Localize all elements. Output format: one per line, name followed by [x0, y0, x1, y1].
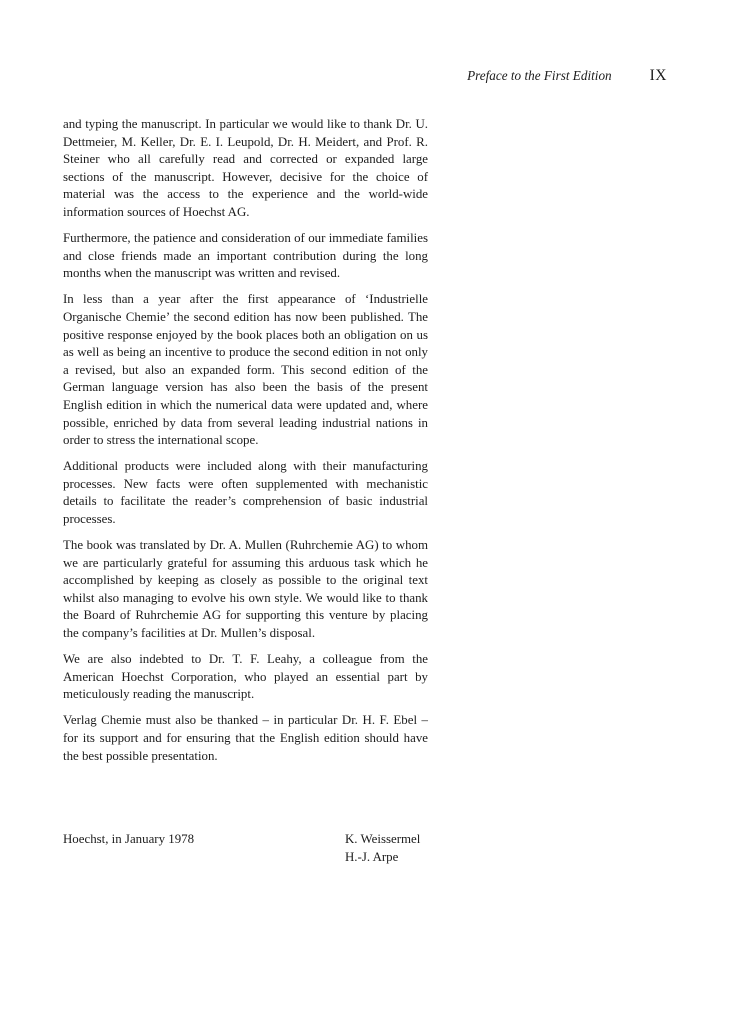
- running-head: [467, 67, 667, 85]
- paragraph: and typing the manuscript. In particular we would like to thank Dr. U. Dettmeier, M. Keller, Dr. E. I. Leupold, Dr. H. Meidert, and Prof. R. Steiner who all carefully read and corrected or expanded large sections of the manuscript. However, decisive for the choice of material was the access to the experience and the world-wide information sources of Hoechst AG.: [63, 117, 428, 219]
- authors: [345, 831, 420, 866]
- body-text: [63, 116, 428, 774]
- author-name: H.-J. Arpe: [345, 849, 399, 864]
- paragraph: Verlag Chemie must also be thanked – in particular Dr. H. F. Ebel – for its support and for ensuring that the English edition should have the best possible presentation.: [63, 713, 428, 763]
- paragraph: Additional products were included along with their manufacturing processes. New facts were often supplemented with mechanistic details to facilitate the reader’s comprehension of basic industrial processes.: [63, 459, 428, 526]
- running-title: Preface to the First Edition: [467, 68, 612, 83]
- paragraph: Furthermore, the patience and consideration of our immediate families and close friends made an important contribution during the long months when the manuscript was written and revised.: [63, 231, 428, 281]
- place-date: Hoechst, in January 1978: [63, 832, 195, 846]
- paragraph: In less than a year after the first appearance of ‘Industrielle Organische Chemie’ the second edition has now been published. The positive response enjoyed by the book places both an obligation on us as well as being an incentive to produce the second edition in not only a revised, but also an expanded form. This second edition of the German language version has also been the basis of the present English edition in which the numerical data were updated and, where possible, enriched by data from several leading industrial nations in order to stress the international scope.: [63, 292, 428, 448]
- page-number: IX: [649, 67, 667, 84]
- author-name: K. Weissermel: [345, 832, 421, 846]
- paragraph: The book was translated by Dr. A. Mullen (Ruhrchemie AG) to whom we are particularly grateful for assuming this arduous task which he accomplished by keeping as closely as possible to the original text whilst also managing to evolve his own style. We would like to thank the Board of Ruhrchemie AG for supporting this venture by placing the company’s facilities at Dr. Mullen’s disposal.: [63, 538, 428, 641]
- paragraph: We are also indebted to Dr. T. F. Leahy, a colleague from the American Hoechst Corporation, who played an essential part by meticulously reading the manuscript.: [63, 652, 428, 702]
